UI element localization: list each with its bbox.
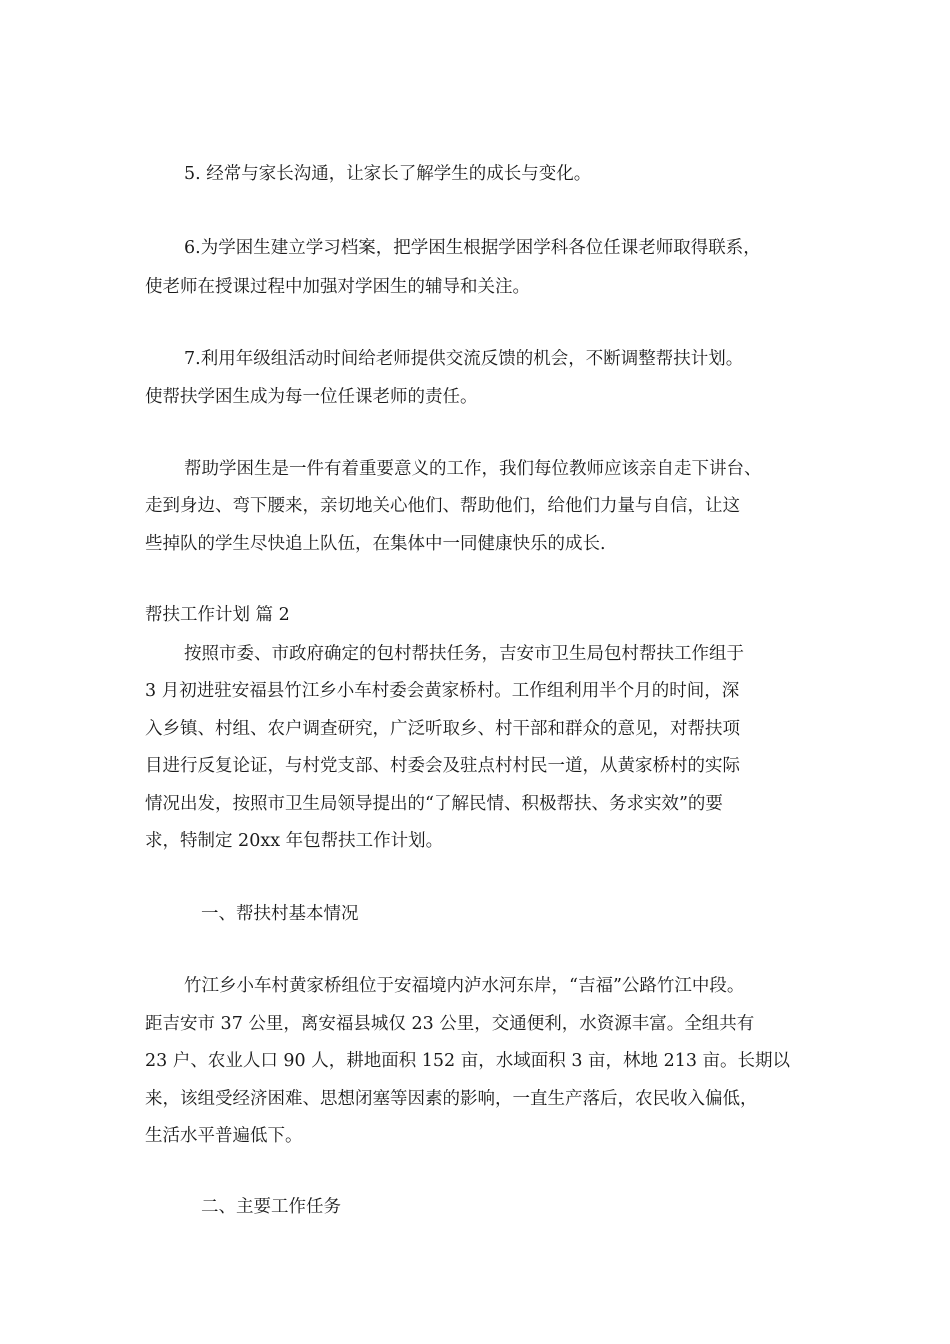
- section-1-title: 一、帮扶村基本情况: [201, 904, 359, 924]
- item-6-line-1: 6.为学困生建立学习档案，把学困生根据学困学科各位任课老师取得联系，: [184, 238, 761, 258]
- section-1-line-5: 生活水平普遍低下。: [145, 1126, 303, 1146]
- section-heading-2: 帮扶工作计划 篇 2: [145, 605, 290, 625]
- section-1-line-1: 竹江乡小车村黄家桥组位于安福境内泸水河东岸，“吉福”公路竹江中段。: [184, 976, 745, 996]
- item-6-line-2: 使老师在授课过程中加强对学困生的辅导和关注。: [145, 277, 530, 297]
- intro-line-5: 情况出发，按照市卫生局领导提出的“了解民情、积极帮扶、务求实效”的要: [145, 794, 723, 814]
- intro-line-1: 按照市委、市政府确定的包村帮扶任务，吉安市卫生局包村帮扶工作组于: [184, 644, 744, 664]
- intro-line-4: 目进行反复论证，与村党支部、村委会及驻点村村民一道，从黄家桥村的实际: [145, 756, 740, 776]
- section-1-line-3: 23 户、农业人口 90 人，耕地面积 152 亩，水域面积 3 亩，林地 213 亩。长期以: [145, 1051, 791, 1071]
- summary-line-3: 些掉队的学生尽快追上队伍，在集体中一同健康快乐的成长.: [145, 534, 606, 554]
- section-1-line-2: 距吉安市 37 公里，离安福县城仅 23 公里，交通便利，水资源丰富。全组共有: [145, 1014, 755, 1034]
- item-7-line-1: 7.利用年级组活动时间给老师提供交流反馈的机会，不断调整帮扶计划。: [184, 349, 744, 369]
- section-2-title: 二、主要工作任务: [201, 1197, 341, 1217]
- summary-line-2: 走到身边、弯下腰来，亲切地关心他们、帮助他们，给他们力量与自信，让这: [145, 496, 740, 516]
- section-1-line-4: 来，该组受经济困难、思想闭塞等因素的影响，一直生产落后，农民收入偏低，: [145, 1089, 758, 1109]
- intro-line-2: 3 月初进驻安福县竹江乡小车村委会黄家桥村。工作组利用半个月的时间，深: [145, 681, 740, 701]
- summary-line-1: 帮助学困生是一件有着重要意义的工作，我们每位教师应该亲自走下讲台、: [184, 459, 762, 479]
- intro-line-3: 入乡镇、村组、农户调查研究，广泛听取乡、村干部和群众的意见，对帮扶项: [145, 719, 740, 739]
- item-5-line: 5. 经常与家长沟通，让家长了解学生的成长与变化。: [184, 164, 592, 184]
- item-7-line-2: 使帮扶学困生成为每一位任课老师的责任。: [145, 387, 478, 407]
- intro-line-6: 求，特制定 20xx 年包帮扶工作计划。: [145, 831, 444, 851]
